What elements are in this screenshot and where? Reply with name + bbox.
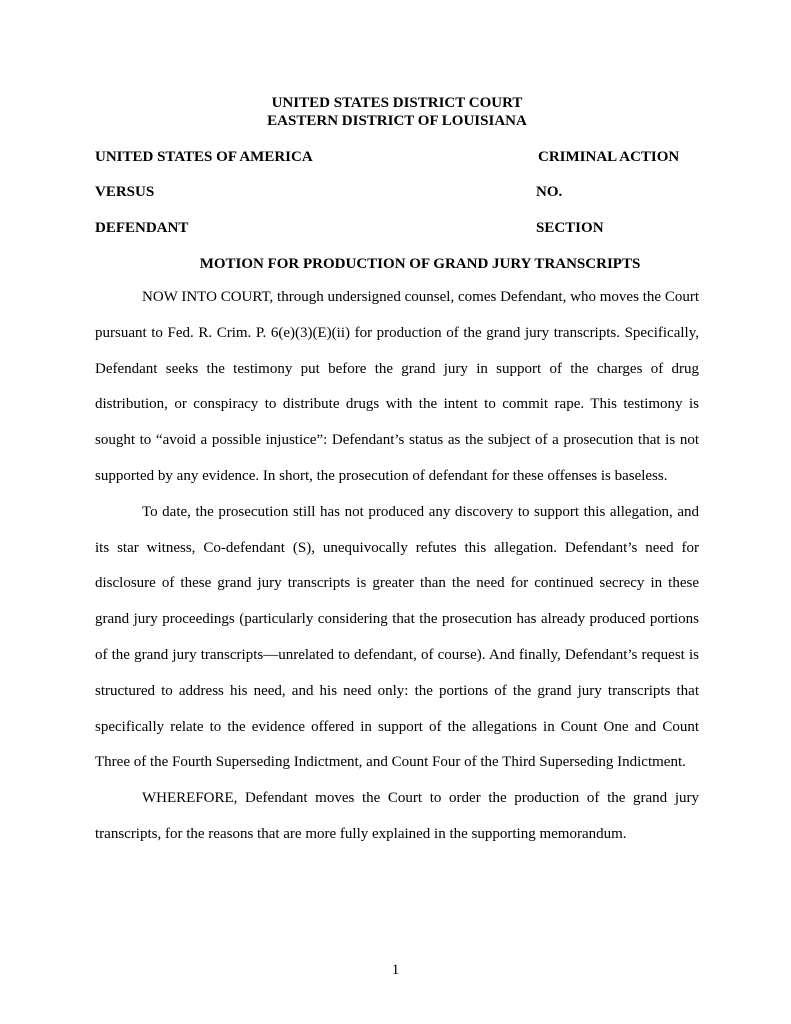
court-header <box>95 94 699 130</box>
body-paragraph: To date, the prosecution still has not produced any discovery to support this allegation, and its star witness, Co-defendant (S), unequivocally refutes this allegation. Defendant’s need for disclosure of these grand jury transcripts is greater than the need for continued secrecy in these grand jury proceedings (particularly considering that the prosecution has already produced portions of the grand jury transcripts—unrelated to defendant, of course). And finally, Defendant’s request is structured to address his need, and his need only: the portions of the grand jury transcripts that specifically relate to the evidence offered in support of the allegations in Count One and Count Three of the Fourth Superseding Indictment, and Count Four of the Third Superseding Indictment. <box>95 503 699 771</box>
caption-action-label: CRIMINAL ACTION <box>538 149 680 165</box>
caption-plaintiff: UNITED STATES OF AMERICA <box>95 149 313 165</box>
motion-body <box>95 280 699 853</box>
court-district: EASTERN DISTRICT OF LOUISIANA <box>267 113 527 129</box>
body-paragraph: WHEREFORE, Defendant moves the Court to order the production of the grand jury transcripts, for the reasons that are more fully explained in the supporting memorandum. <box>95 790 699 842</box>
caption-versus: VERSUS <box>95 184 155 200</box>
court-name: UNITED STATES DISTRICT COURT <box>271 95 523 111</box>
caption-defendant: DEFENDANT <box>95 220 189 236</box>
motion-title: MOTION FOR PRODUCTION OF GRAND JURY TRANSCRIPTS <box>199 256 641 272</box>
page-number: 1 <box>391 962 400 978</box>
caption-number-label: NO. <box>536 184 563 200</box>
caption-section-label: SECTION <box>536 220 604 236</box>
body-paragraph: NOW INTO COURT, through undersigned counsel, comes Defendant, who moves the Court pursuant to Fed. R. Crim. P. 6(e)(3)(E)(ii) for production of the grand jury transcripts. Specifically, Defendant seeks the testimony put before the grand jury in support of the charges of drug distribution, or conspiracy to distribute drugs with the intent to commit rape. This testimony is sought to “avoid a possible injustice”: Defendant’s status as the subject of a prosecution that is not supported by any evidence. In short, the prosecution of defendant for these offenses is baseless. <box>95 289 699 484</box>
